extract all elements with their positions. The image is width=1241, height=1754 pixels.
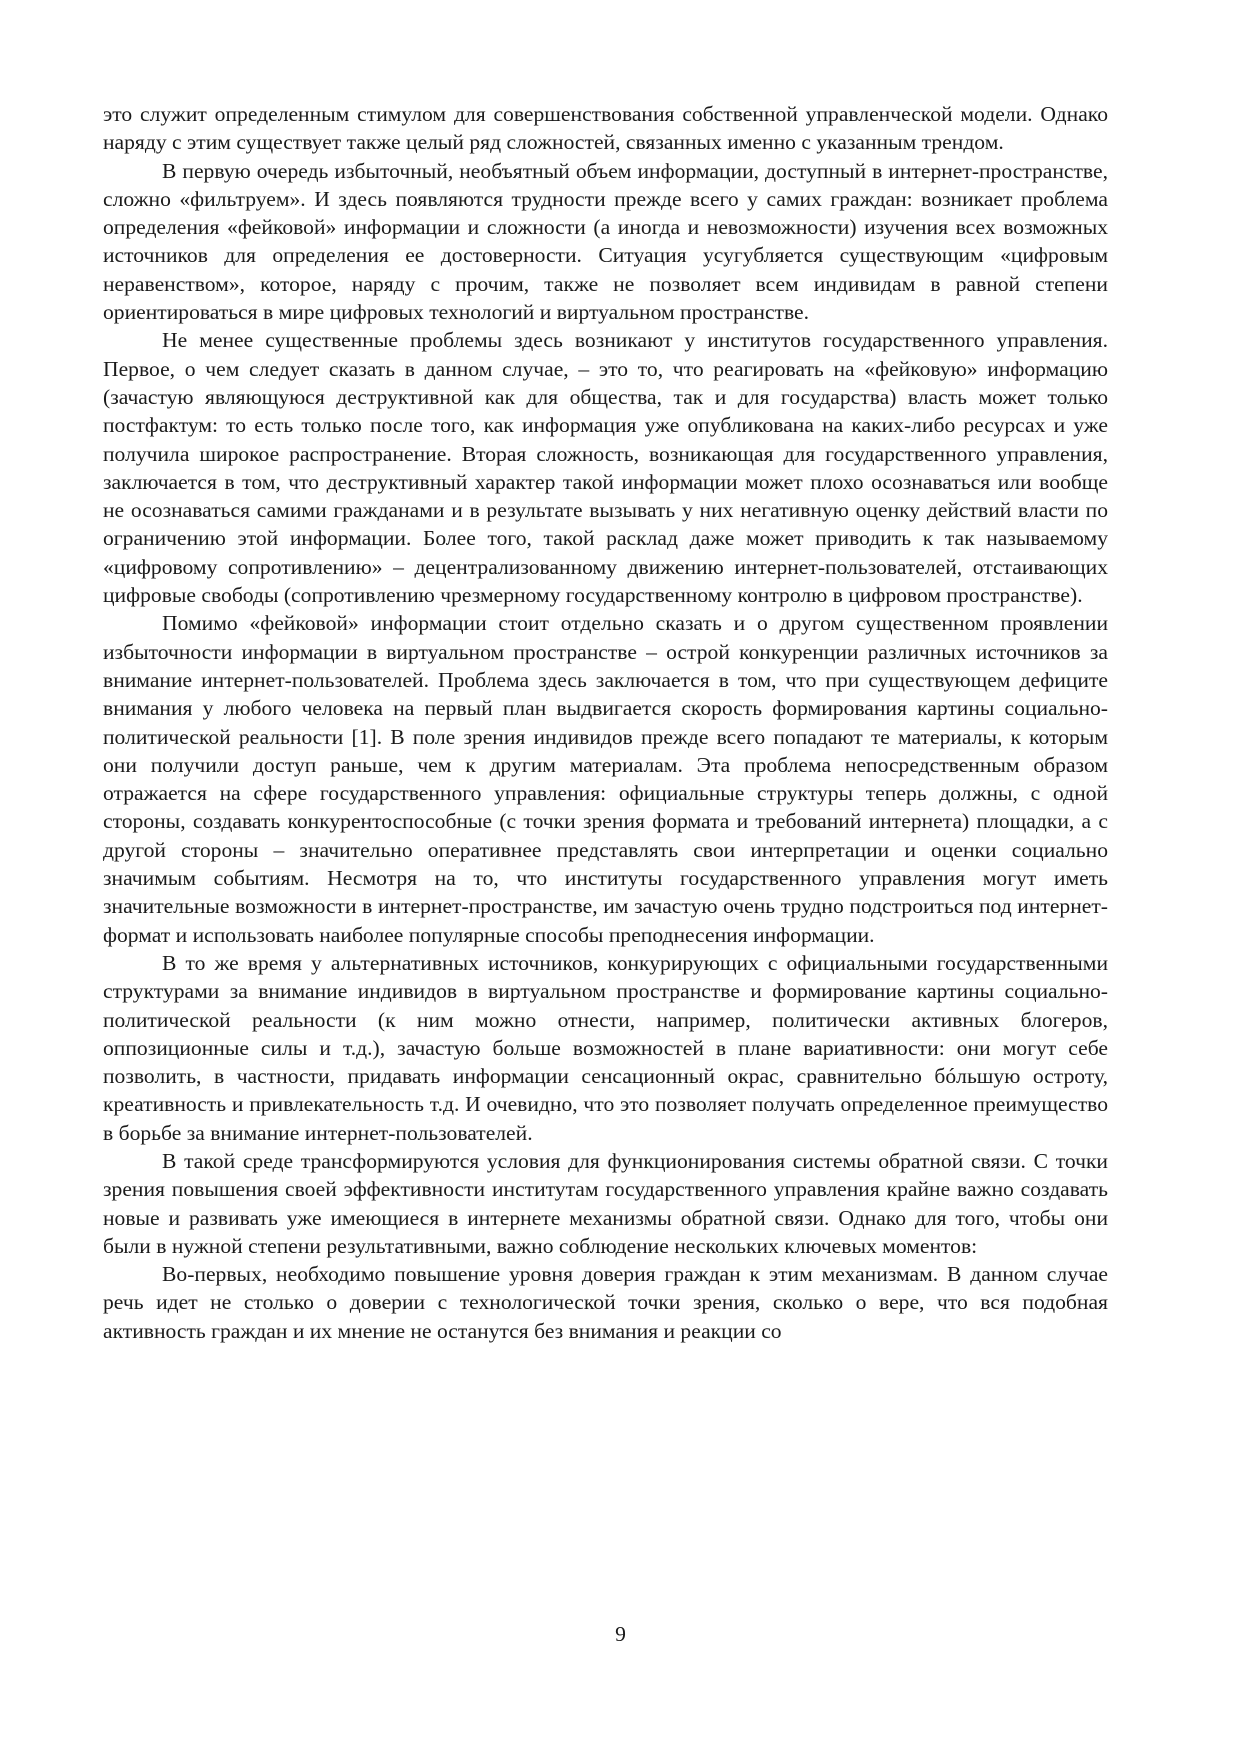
paragraph-continuation: это служит определенным стимулом для совершенствования собственной управленческой модели. Однако наряду с этим существует также целый ряд сложностей, связанных именно с указанным трендом. [103,102,1108,155]
paragraph-state-institutions: Не менее существенные проблемы здесь возникают у институтов государственного управления. Первое, о чем следует сказать в данном случае, – это то, что реагировать на «фейковую» информацию (зачастую являющуюся деструктивной как для общества, так и для государства) власть может только постфактум: то есть только после того, как информация уже опубликована на каких-либо ресурсах и уже получила широкое распространение. Вторая сложность, возникающая для государственного управления, заключается в том, что деструктивный характер такой информации может плохо осознаваться или вообще не осознаваться самими гражданами и в результате вызывать у них негативную оценку действий власти по ограничению этой информации. Более того, такой расклад даже может приводить к так называемому «цифровому сопротивлению» – децентрализованному движению интернет-пользователей, отстаивающих цифровые свободы (сопротивлению чрезмерному государственному контролю в цифровом пространстве). [103,328,1108,608]
paragraph-information-overload: В первую очередь избыточный, необъятный объем информации, доступный в интернет-пространстве, сложно «фильтруем». И здесь появляются трудности прежде всего у самих граждан: возникает проблема определения «фейковой» информации и сложности (а иногда и невозможности) изучения всех возможных источников для определения ее достоверности. Ситуация усугубляется существующим «цифровым неравенством», которое, наряду с прочим, также не позволяет всем индивидам в равной степени ориентироваться в мире цифровых технологий и виртуальном пространстве. [103,158,1108,325]
paragraph-source-competition: Помимо «фейковой» информации стоит отдельно сказать и о другом существенном проявлении избыточности информации в виртуальном пространстве – острой конкуренции различных источников за внимание интернет-пользователей. Проблема здесь заключается в том, что при существующем дефиците внимания у любого человека на первый план выдвигается скорость формирования картины социально-политической реальности [1]. В поле зрения индивидов прежде всего попадают те материалы, к которым они получили доступ раньше, чем к другим материалам. Эта проблема непосредственным образом отражается на сфере государственного управления: официальные структуры теперь должны, с одной стороны, создавать конкурентоспособные (с точки зрения формата и требований интернета) площадки, а с другой стороны – значительно оперативнее представлять свои интерпретации и оценки социально значимым событиям. Несмотря на то, что институты государственного управления могут иметь значительные возможности в интернет-пространстве, им зачастую очень трудно подстроиться под интернет-формат и использовать наиболее популярные способы преподнесения информации. [103,611,1108,947]
paragraph-alternative-sources: В то же время у альтернативных источников, конкурирующих с официальными государственными структурами за внимание индивидов в виртуальном пространстве и формирование картины социально-политической реальности (к ним можно отнести, например, политически активных блогеров, оппозиционные силы и т.д.), зачастую больше возможностей в плане вариативности: они могут себе позволить, в частности, придавать информации сенсационный окрас, сравнительно бóльшую остроту, креативность и привлекательность т.д. И очевидно, что это позволяет получать определенное преимущество в борьбе за внимание интернет-пользователей. [103,950,1108,1145]
page-number: 9 [615,1622,626,1646]
paragraph-feedback-system: В такой среде трансформируются условия для функционирования системы обратной связи. С точки зрения повышения своей эффективности институтам государственного управления крайне важно создавать новые и развивать уже имеющиеся в интернете механизмы обратной связи. Однако для того, чтобы они были в нужной степени результативными, важно соблюдение нескольких ключевых моментов: [103,1148,1108,1258]
document-body [103,100,1108,1345]
paragraph-firstly: Во-первых, необходимо повышение уровня доверия граждан к этим механизмам. В данном случае речь идет не столько о доверии с технологической точки зрения, сколько о вере, что вся подобная активность граждан и их мнение не останутся без внимания и реакции со [103,1262,1108,1343]
